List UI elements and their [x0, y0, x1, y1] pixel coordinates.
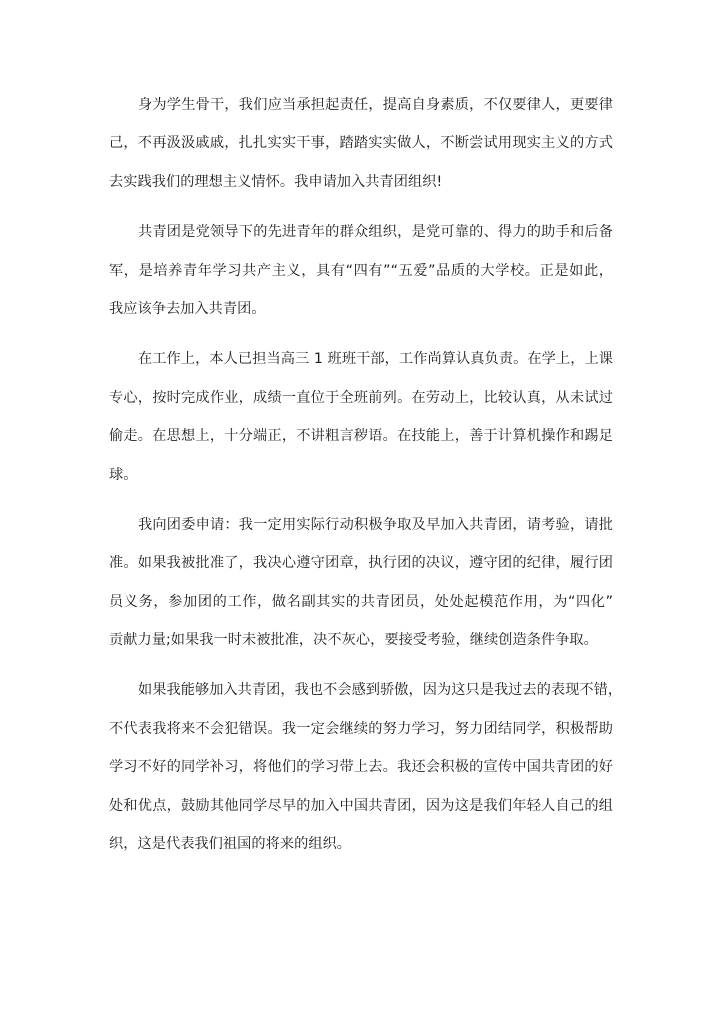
text-line: 我应该争去加入共青团。: [109, 300, 266, 317]
text-line: 不代表我将来不会犯错误。我一定会继续的努力学习，努力团结同学，积极帮助: [109, 720, 613, 737]
text-line: 处和优点，鼓励其他同学尽早的加入中国共青团，因为这是我们年轻人自己的组: [109, 797, 613, 814]
text-line: 去实践我们的理想主义情怀。我申请加入共青团组织!: [109, 173, 443, 190]
paragraph-5: [109, 671, 623, 863]
paragraph-1: [109, 86, 613, 201]
text-line: 己，不再汲汲戚戚，扎扎实实干事，踏踏实实做人，不断尝试用现实主义的方式: [109, 135, 613, 152]
text-line: 学习不好的同学补习，将他们的学习带上去。我还会积极的宣传中国共青团的好: [109, 759, 613, 776]
text-line: 专心，按时完成作业，成绩一直位于全班前列。在劳动上，比较认真，从未试过: [109, 389, 613, 406]
text-line: 准。如果我被批准了，我决心遵守团章，执行团的决议，遵守团的纪律，履行团: [109, 555, 613, 572]
paragraph-2: [109, 213, 613, 328]
text-line: 偷走。在思想上，十分端正，不讲粗言秽语。在技能上，善于计算机操作和踢足: [109, 428, 613, 445]
text-line: 在工作上，本人已担当高三 1 班班干部，工作尚算认真负责。在学上，上课: [138, 351, 613, 368]
text-line: 贡献力量;如果我一时未被批准，决不灰心，要接受考验，继续创造条件争取。: [109, 632, 598, 649]
text-line: 织，这是代表我们祖国的将来的组织。: [109, 836, 352, 853]
text-line: 员义务，参加团的工作，做名副其实的共青团员，处处起模范作用，为“四化”: [109, 593, 613, 610]
text-line: 身为学生骨干，我们应当承担起责任，提高自身素质，不仅要律人，更要律: [138, 97, 613, 113]
paragraph-4: [109, 506, 613, 660]
text-line: 我向团委申请：我一定用实际行动积极争取及早加入共青团，请考验，请批: [138, 516, 613, 533]
text-line: 共青团是党领导下的先进青年的群众组织，是党可靠的、得力的助手和后备: [138, 224, 613, 241]
paragraph-3: [109, 340, 613, 494]
text-line: 球。: [109, 466, 138, 483]
text-line: 军，是培养青年学习共产主义，具有“四有”“五爱”品质的大学校。正是如此，: [109, 262, 613, 279]
text-line: 如果我能够加入共青团，我也不会感到骄傲，因为这只是我过去的表现不错，: [138, 682, 623, 699]
document-page: [109, 86, 623, 875]
